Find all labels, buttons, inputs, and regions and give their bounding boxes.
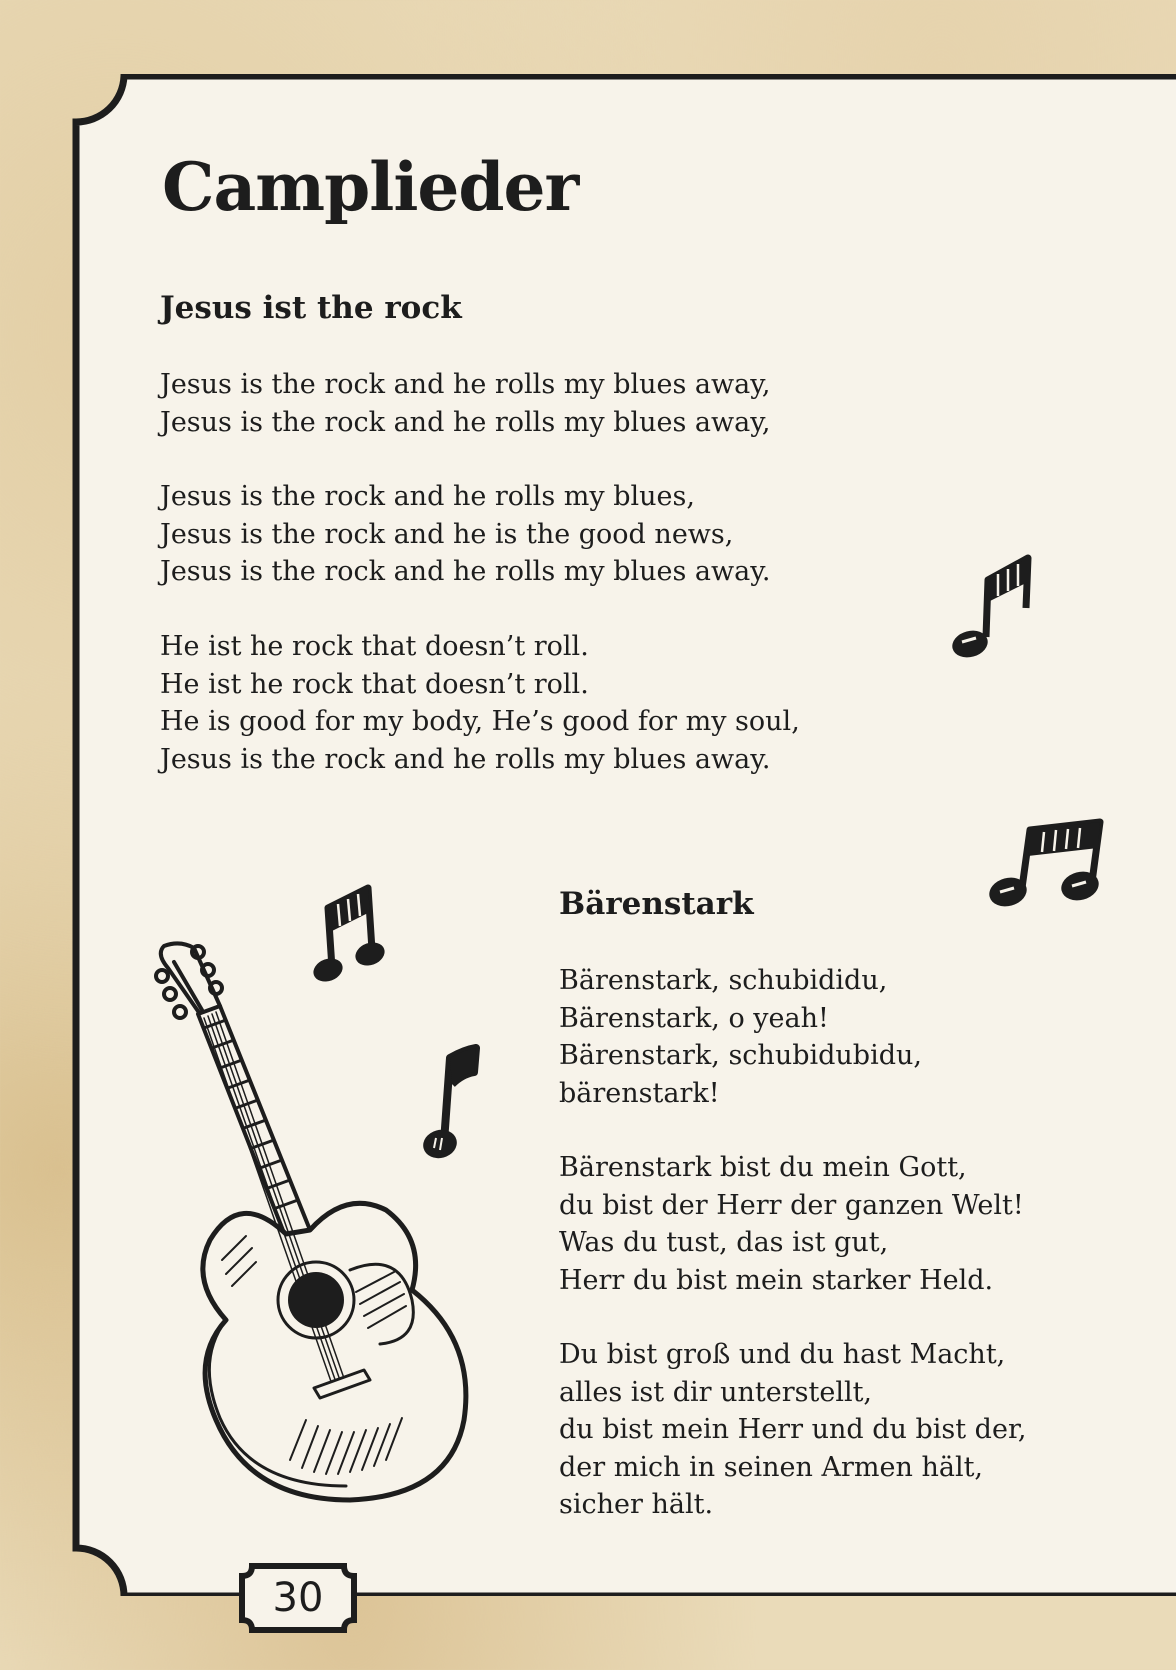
- song-title-jesus-rock: Jesus ist the rock: [160, 290, 462, 326]
- stanza: Jesus is the rock and he rolls my blues, Jesus is the rock and he is the good news, Jesus is the rock and he rolls my blues away.: [160, 481, 771, 587]
- song-title-baerenstark: Bärenstark: [559, 886, 754, 922]
- stanza: Du bist groß und du hast Macht, alles ist dir unterstellt, du bist mein Herr und du bist der, der mich in seinen Armen hält, sicher hält.: [559, 1339, 1027, 1520]
- double-music-note-icon: [988, 818, 1108, 910]
- guitar-icon: [150, 940, 480, 1520]
- music-note-icon: [948, 552, 1032, 662]
- page-number: 30: [272, 1575, 324, 1621]
- page-number-tab: [238, 1562, 358, 1634]
- stanza: He ist he rock that doesn’t roll. He ist he rock that doesn’t roll. He is good for my body, He’s good for my soul, Jesus is the rock and he rolls my blues away.: [160, 631, 800, 775]
- stanza: Bärenstark, schubididu, Bärenstark, o yeah! Bärenstark, schubidubidu, bärenstark!: [559, 965, 922, 1109]
- page-title: Camplieder: [162, 148, 579, 226]
- stanza: Jesus is the rock and he rolls my blues away, Jesus is the rock and he rolls my blues away,: [160, 369, 771, 438]
- stanza: Bärenstark bist du mein Gott, du bist der Herr der ganzen Welt! Was du tust, das ist gut, Herr du bist mein starker Held.: [559, 1152, 1024, 1296]
